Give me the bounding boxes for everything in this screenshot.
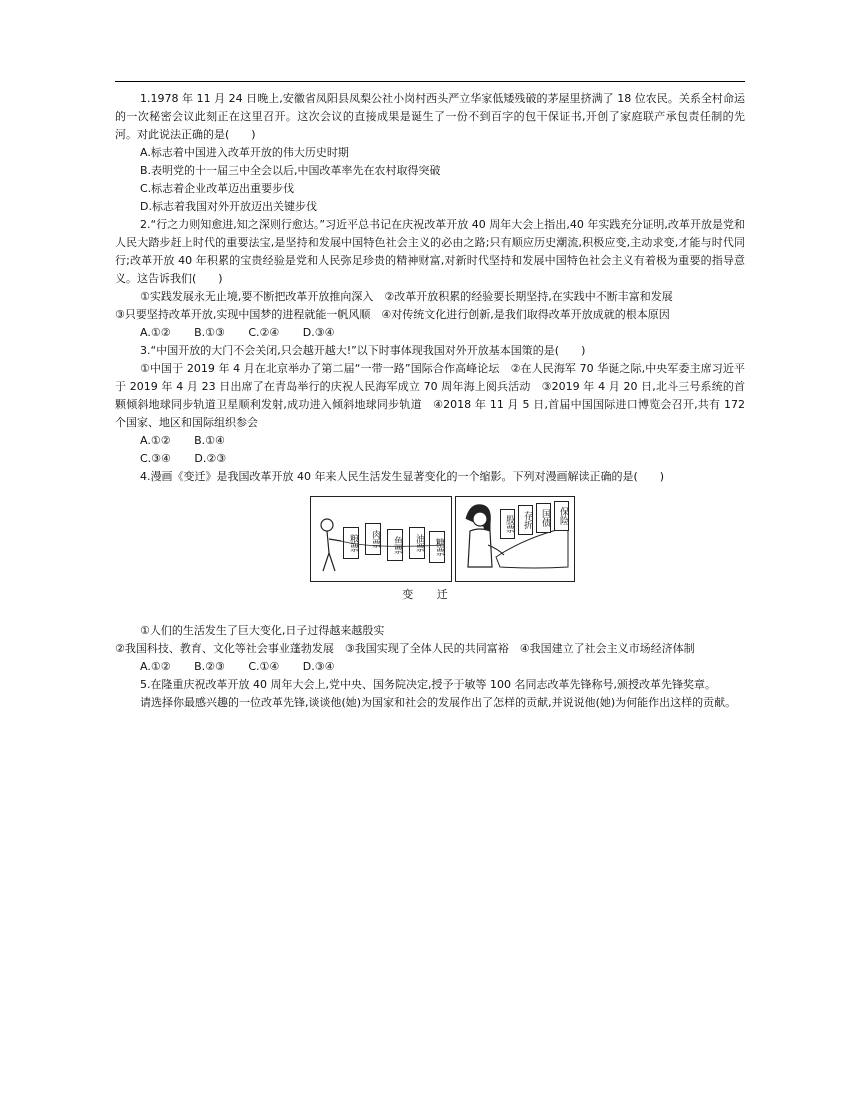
cartoon-caption: 变 迁 — [402, 588, 458, 601]
q2-choice-a: A.①② — [140, 326, 171, 339]
q3-statements: ①中国于 2019 年 4 月在北京举办了第二届“一带一路”国际合作高峰论坛 ②在人民海军 70 华诞之际,中央军委主席习近平于 2019 年 4 月 23 日出席了在青岛举行的庆祝人民海军成立 70 周年海上阅兵活动 ③2019 年 4 月 20 日,北斗三号系统的首颗倾斜地球同步轨道卫星顺利发射,成功进入倾斜地球同步轨道 ④2018 年 11 月 5 日,首届中国国际进口博览会召开,共有 172 个国家、地区和国际组织参会 — [115, 362, 745, 429]
q1-option-d: D.标志着我国对外开放迈出关键步伐 — [140, 200, 317, 213]
q4-choice-b: B.②③ — [194, 660, 225, 673]
q5-stem: 5.在隆重庆祝改革开放 40 周年大会上,党中央、国务院决定,授予于敏等 100 名同志改革先锋称号,颁授改革先锋奖章。 — [140, 678, 716, 691]
ticket-1: 粮票 — [343, 527, 359, 559]
q3-choice-a: A.①② — [140, 434, 171, 447]
q2-choices — [115, 324, 745, 342]
worksheet — [115, 90, 745, 712]
ticket-4: 油票 — [409, 527, 425, 559]
q1-option-c: C.标志着企业改革迈出重要步伐 — [140, 182, 295, 195]
q3-stem: 3.“中国开放的大门不会关闭,只会越开越大!”以下时事体现我国对外开放基本国策的是( ) — [140, 344, 586, 357]
cartoon-bianqian — [115, 490, 745, 608]
q3-choice-c: C.③④ — [140, 452, 171, 465]
q4-statements-2: ②我国科技、教育、文化等社会事业蓬勃发展 ③我国实现了全体人民的共同富裕 ④我国建立了社会主义市场经济体制 — [115, 642, 695, 655]
ticket-5: 糖票 — [429, 531, 445, 563]
q2-choice-d: D.③④ — [302, 326, 335, 339]
q3-choices-row1 — [115, 432, 745, 450]
q2-stem: 2.“行之力则知愈进,知之深则行愈达。”习近平总书记在庆祝改革开放 40 周年大会上指出,40 年实践充分证明,改革开放是党和人民大踏步赶上时代的重要法宝,是坚持和发展中国特色社会主义的必由之路;只有顺应历史潮流,积极应变,主动求变,才能与时代同行;改革开放 40 年积累的宝贵经验是党和人民弥足珍贵的精神财富,对新时代坚持和发展中国特色社会主义有着极为重要的指导意义。这告诉我们( ) — [115, 218, 745, 285]
q4-choice-d: D.③④ — [302, 660, 335, 673]
q4-choice-a: A.①② — [140, 660, 171, 673]
item-4: 保险 — [554, 501, 569, 531]
q1-option-b: B.表明党的十一届三中全会以后,中国改革率先在农村取得突破 — [140, 164, 441, 177]
cartoon-right-panel — [455, 496, 575, 582]
item-1: 股票 — [500, 509, 515, 539]
q5-prompt: 请选择你最感兴趣的一位改革先锋,谈谈他(她)为国家和社会的发展作出了怎样的贡献,并说说他(她)为何能作出这样的贡献。 — [140, 696, 737, 709]
q4-choice-c: C.①④ — [248, 660, 280, 673]
q3-choice-b: B.①④ — [194, 434, 225, 447]
q3-choices-row2 — [115, 450, 745, 468]
cartoon-left-panel — [310, 496, 452, 582]
q4-statements-1: ①人们的生活发生了巨大变化,日子过得越来越殷实 — [140, 624, 385, 637]
q2-choice-b: B.①③ — [194, 326, 225, 339]
q2-statements-1: ①实践发展永无止境,要不断把改革开放推向深入 ②改革开放积累的经验要长期坚持,在实践中不断丰富和发展 — [140, 290, 673, 303]
header-rule — [115, 81, 745, 82]
q4-choices — [115, 658, 745, 676]
q3-choice-d: D.②③ — [194, 452, 227, 465]
q1-option-a: A.标志着中国进入改革开放的伟大历史时期 — [140, 146, 349, 159]
ticket-3: 鱼票 — [387, 529, 403, 561]
q2-statements-2: ③只要坚持改革开放,实现中国梦的进程就能一帆风顺 ④对传统文化进行创新,是我们取得改革开放成就的根本原因 — [115, 308, 670, 321]
q2-choice-c: C.②④ — [248, 326, 280, 339]
item-3: 国债 — [536, 503, 551, 533]
ticket-2: 肉票 — [365, 523, 381, 555]
q4-stem: 4.漫画《变迁》是我国改革开放 40 年来人民生活发生显著变化的一个缩影。下列对漫画解读正确的是( ) — [140, 470, 665, 483]
q1-stem: 1.1978 年 11 月 24 日晚上,安徽省凤阳县凤梨公社小岗村西头严立华家低矮残破的茅屋里挤满了 18 位农民。关系全村命运的一次秘密会议此刻正在这里召开。这次会议的直接成果是诞生了一份不到百字的包干保证书,开创了家庭联产承包责任制的先河。对此说法正确的是( ) — [115, 92, 745, 141]
item-2: 存折 — [518, 505, 533, 535]
